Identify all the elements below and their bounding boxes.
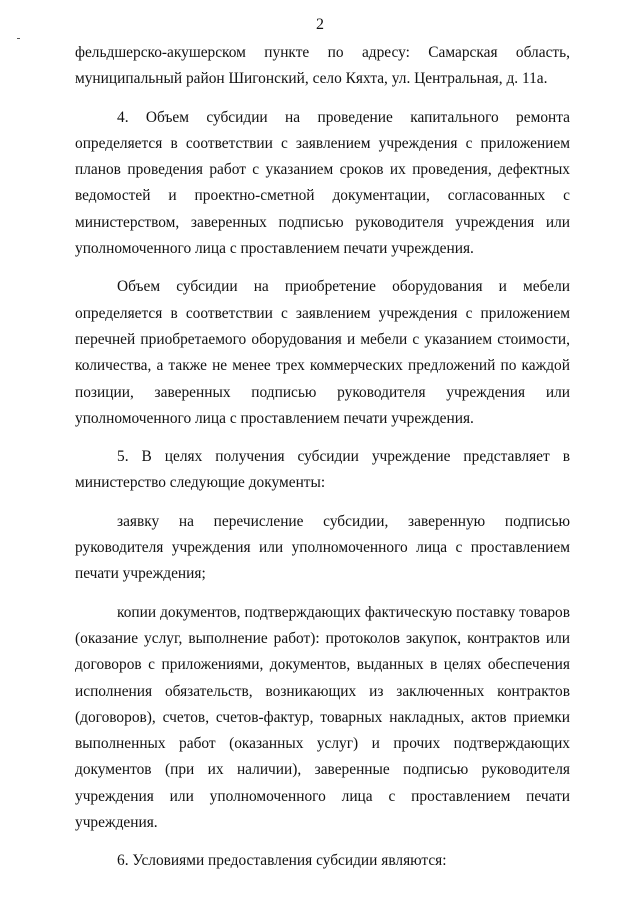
paragraph-application: заявку на перечисление субсидии, заверенную подписью руководителя учреждения или уполномоченного лица с проставлением печати учреждения;	[75, 512, 570, 583]
paragraph-item-6-conditions: 6. Условиями предоставления субсидии являются:	[117, 852, 447, 870]
paragraph-address-continuation: фельдшерско-акушерском пункте по адресу: Самарская область, муниципальный район Шигонский, село Кяхта, ул. Центральная, д. 11а.	[75, 44, 570, 88]
document-body	[75, 40, 570, 887]
page-number: 2	[316, 16, 324, 33]
paragraph-document-copies: копии документов, подтверждающих фактическую поставку товаров (оказание услуг, выполнение работ): протоколов закупок, контрактов или договоров с приложениями, документов, выданных в целях обеспечения исполнения обязательств, возникающих из заключенных контрактов (договоров), счетов, счетов-фактур, товарных накладных, актов приемки выполненных работ (оказанных услуг) и прочих подтверждающих документов (при их наличии), заверенные подписью руководителя учреждения или уполномоченного лица с проставлением печати учреждения.	[75, 603, 570, 832]
scan-mark	[17, 38, 20, 39]
paragraph-item-5-documents: 5. В целях получения субсидии учреждение представляет в министерство следующие документы:	[75, 448, 570, 492]
paragraph-item-4-repair: 4. Объем субсидии на проведение капитального ремонта определяется в соответствии с заявлением учреждения с приложением планов проведения работ с указанием сроков их проведения, дефектных ведомостей и проектно-сметной документации, согласованных с министерством, заверенных подписью руководителя учреждения или уполномоченного лица с проставлением печати учреждения.	[75, 108, 570, 258]
paragraph-equipment-volume: Объем субсидии на приобретение оборудования и мебели определяется в соответствии с заявлением учреждения с приложением перечней приобретаемого оборудования и мебели с указанием стоимости, количества, а также не менее трех коммерческих предложений по каждой позиции, заверенных подписью руководителя учреждения или уполномоченного лица с проставлением печати учреждения.	[75, 278, 570, 427]
